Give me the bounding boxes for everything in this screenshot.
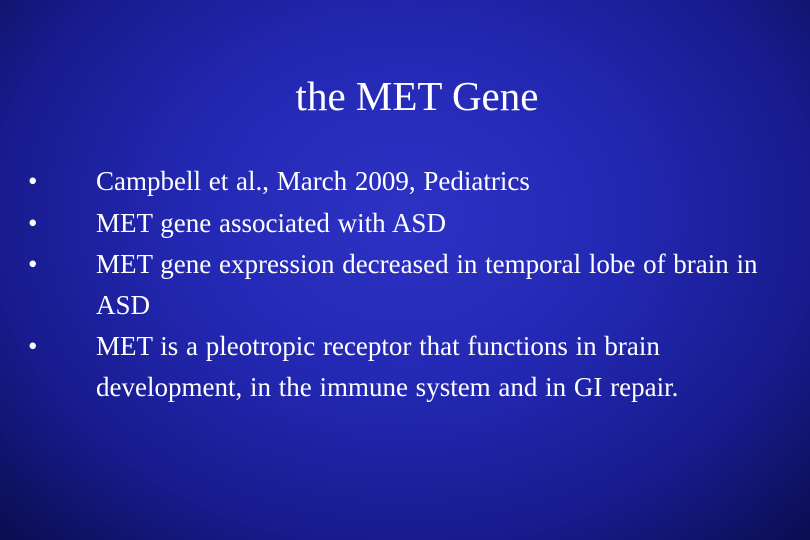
- bullet-list: [28, 160, 768, 408]
- bullet-icon: •: [28, 331, 38, 361]
- bullet-icon: •: [28, 208, 38, 238]
- bullet-icon: •: [28, 249, 38, 279]
- bullet-item-3: [28, 244, 768, 326]
- bullet-text: MET gene associated with ASD: [96, 208, 446, 238]
- bullet-text: Campbell et al., March 2009, Pediatrics: [96, 166, 530, 196]
- slide-title: the MET Gene: [295, 73, 539, 119]
- bullet-item-4: [28, 326, 768, 408]
- bullet-item-2: [28, 202, 768, 244]
- bullet-item-1: [28, 160, 768, 202]
- bullet-text: MET gene expression decreased in temporal lobe of brain in ASD: [96, 249, 758, 320]
- bullet-text: MET is a pleotropic receptor that functions in brain development, in the immune system and in GI repair.: [96, 331, 679, 402]
- bullet-icon: •: [28, 166, 38, 196]
